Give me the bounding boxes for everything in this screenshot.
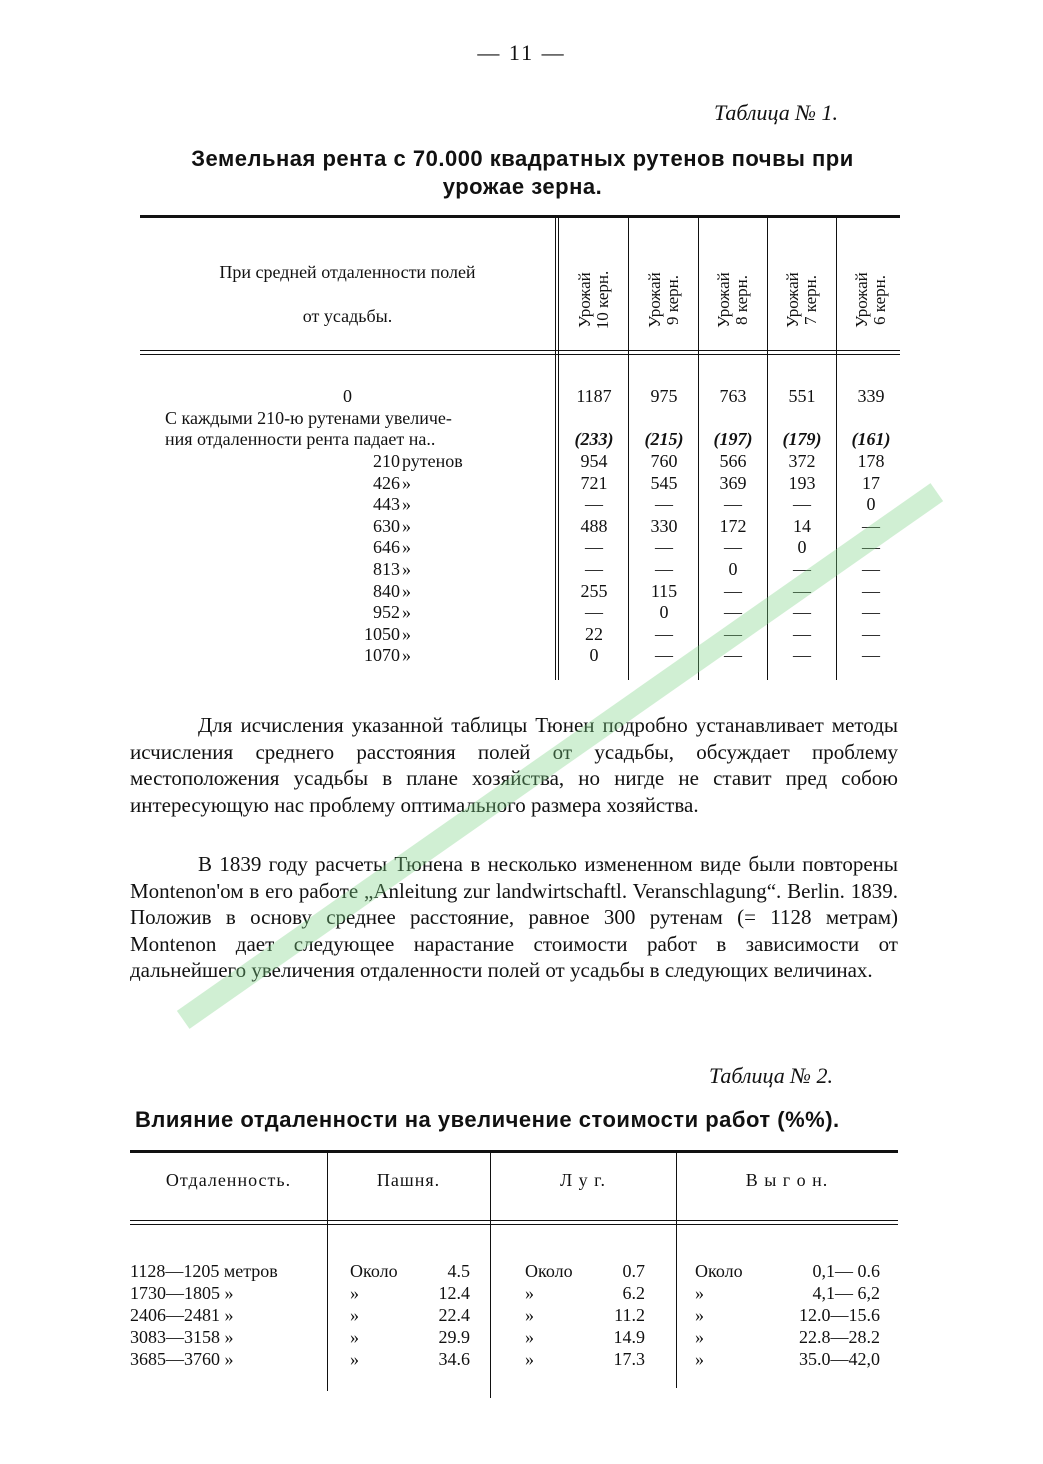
table1-title <box>150 145 895 201</box>
table2-cell: » <box>350 1283 359 1303</box>
table2-cell: 34.6 <box>438 1349 470 1369</box>
table1-row-unit: » <box>402 494 411 515</box>
table2-cell: Около <box>350 1261 398 1281</box>
table1-row-distance: 646 <box>373 537 400 558</box>
table2-cell: » <box>525 1305 534 1325</box>
table2 <box>130 1150 898 1395</box>
table2-cell: 29.9 <box>438 1327 470 1347</box>
table1-row-distance: 210 <box>373 451 400 471</box>
table2-header: В ы г о н. <box>745 1170 829 1190</box>
table1-cell: 14 <box>793 515 811 536</box>
page-number: — 11 — <box>477 40 566 65</box>
table2-title: Влияние отдаленности на увеличение стоимости работ (%%). <box>135 1107 840 1132</box>
table1-note-line2: ния отдаленности рента падает на.. <box>165 429 436 449</box>
table1-cell: 22 <box>585 623 603 644</box>
table1-title-line1: Земельная рента с 70.000 квадратных рутенов почвы при <box>191 146 854 171</box>
table1-cell: 954 <box>580 451 608 471</box>
table1-cell: 545 <box>650 472 678 493</box>
table2-cell: » <box>350 1305 359 1325</box>
table1-row-distance: 840 <box>373 580 400 601</box>
table1-row-distance: 1050 <box>364 623 400 644</box>
table2-cell: Около <box>525 1261 573 1281</box>
table1-note-line1: С каждыми 210-ю рутенами увеличе- <box>165 408 452 428</box>
table1-cell: — <box>724 537 742 558</box>
table1-cell: 255 <box>580 580 608 601</box>
table1-header-left <box>140 250 555 338</box>
table1-cell: 0 <box>728 559 738 579</box>
table1-cell: — <box>655 559 673 579</box>
table1-cell: 115 <box>650 580 678 601</box>
table1-row-distance: 952 <box>373 602 400 623</box>
table1-col-header: Урожай 10 керн. <box>575 270 612 330</box>
table1-cell: 551 <box>788 386 816 406</box>
table1-top-rule <box>140 215 900 218</box>
paragraph: В 1839 году расчеты Тюнена в несколько измененном виде были повторены Montenon'ом в его работе „Anleitung zur landwirtschaftl. Veranschlagung“. Berlin. 1839. Положив в основу среднее расстояние, равное 300 рутенам (= 1128 метрам) Montenon дает следующее нарастание стоимости работ в зависимости от дальнейшего увеличения отдаленности полей от усадьбы в следующих величинах. <box>130 852 898 982</box>
table1-decrement: (161) <box>851 429 891 449</box>
table1-row-unit: » <box>402 537 411 558</box>
table2-cell: 0,1— 0.6 <box>812 1261 880 1281</box>
table1-cell: 0 <box>797 537 807 558</box>
table1-cell: 760 <box>650 451 678 471</box>
table2-header: Отдаленность. <box>165 1170 292 1190</box>
table2-cell: » <box>350 1327 359 1347</box>
table1 <box>140 215 900 685</box>
table1-row-label: 0 <box>343 386 352 406</box>
table2-header-rule <box>130 1220 898 1225</box>
table2-cell: » <box>525 1283 534 1303</box>
table1-cell: — <box>724 602 742 623</box>
table1-row-distance: 813 <box>373 559 400 579</box>
table1-cell: 0 <box>659 602 669 623</box>
table1-cell: — <box>862 515 880 536</box>
table1-row-distance: 426 <box>373 472 400 493</box>
table1-col-header: Урожай 7 керн. <box>783 272 820 328</box>
table1-col-header: Урожай 8 керн. <box>714 272 751 328</box>
table1-cell: 178 <box>857 451 885 471</box>
table2-cell: 11.2 <box>614 1305 645 1325</box>
table1-row-unit: » <box>402 472 411 493</box>
table1-col-header: Урожай 6 керн. <box>852 272 889 328</box>
table2-cell: 0.7 <box>622 1261 645 1281</box>
table1-cell: — <box>862 559 880 579</box>
table1-cell: 721 <box>580 472 608 493</box>
table1-cell: 1187 <box>576 386 612 406</box>
table1-col-header: Урожай 9 керн. <box>645 272 682 328</box>
table2-cell: 6.2 <box>622 1283 645 1303</box>
table1-decrement: (179) <box>782 429 822 449</box>
table1-cell: — <box>655 645 673 666</box>
table1-row-unit: рутенов <box>402 451 463 471</box>
table1-cell: 763 <box>719 386 747 406</box>
table1-cell: — <box>585 559 603 579</box>
table2-cell: 2406—2481 » <box>130 1305 234 1325</box>
table2-cell: 1730—1805 » <box>130 1283 234 1303</box>
table2-cell: » <box>525 1327 534 1347</box>
table2-cell: » <box>695 1327 704 1347</box>
table1-cell: — <box>793 494 811 515</box>
table1-cell: — <box>862 602 880 623</box>
table1-header-left-line2: от усадьбы. <box>302 306 393 326</box>
table1-cell: — <box>793 623 811 644</box>
table2-cell: 12.4 <box>438 1283 470 1303</box>
table2-cell: 12.0—15.6 <box>799 1305 880 1325</box>
table1-row-unit: » <box>402 580 411 601</box>
table2-cell: Около <box>695 1261 743 1281</box>
table1-cell: — <box>724 645 742 666</box>
table1-cell: 0 <box>866 494 876 515</box>
table1-cell: — <box>862 645 880 666</box>
table1-cell: — <box>862 623 880 644</box>
table2-cell: 4,1— 6,2 <box>812 1283 880 1303</box>
table1-cell: 372 <box>788 451 816 471</box>
table1-cell: — <box>793 645 811 666</box>
table1-cell: — <box>585 494 603 515</box>
table1-cell: — <box>793 602 811 623</box>
table1-cell: — <box>862 537 880 558</box>
table1-cell: 0 <box>589 645 599 666</box>
table1-decrement: (233) <box>574 429 614 449</box>
table1-row-distance: 443 <box>373 494 400 515</box>
table1-cell: — <box>655 494 673 515</box>
table2-cell: 1128—1205 метров <box>130 1261 278 1281</box>
table1-cell: — <box>724 580 742 601</box>
table2-header: Пашня. <box>376 1170 441 1190</box>
table1-cell: — <box>655 623 673 644</box>
table2-top-rule <box>130 1150 898 1153</box>
table1-cell: 369 <box>719 472 747 493</box>
table1-cell: — <box>724 494 742 515</box>
table1-decrement: (197) <box>713 429 753 449</box>
table1-header-left-line1: При средней отдаленности полей <box>219 262 476 282</box>
table1-row-distance: 630 <box>373 515 400 536</box>
table1-cell: 975 <box>650 386 678 406</box>
table2-cell: » <box>350 1349 359 1369</box>
table1-row-unit: » <box>402 559 411 579</box>
table2-cell: » <box>525 1349 534 1369</box>
table2-cell: 22.4 <box>438 1305 470 1325</box>
table1-cell: — <box>793 580 811 601</box>
table2-cell: 4.5 <box>447 1261 470 1281</box>
table2-cell: 17.3 <box>613 1349 645 1369</box>
table1-row-unit: » <box>402 645 411 666</box>
table1-cell: — <box>724 623 742 644</box>
table1-row-unit: » <box>402 602 411 623</box>
table2-cell: » <box>695 1305 704 1325</box>
table1-cell: 566 <box>719 451 747 471</box>
table1-cell: — <box>793 559 811 579</box>
table1-cell: 17 <box>862 472 880 493</box>
table1-decrement: (215) <box>644 429 684 449</box>
table2-cell: » <box>695 1349 704 1369</box>
table1-row-unit: » <box>402 515 411 536</box>
table1-cell: 339 <box>857 386 885 406</box>
table1-cell: 330 <box>650 515 678 536</box>
table2-cell: 35.0—42,0 <box>799 1349 880 1369</box>
table1-cell: 488 <box>580 515 608 536</box>
table2-cell: 22.8—28.2 <box>799 1327 880 1347</box>
table2-cell: 14.9 <box>613 1327 645 1347</box>
table1-caption: Таблица № 1. <box>713 100 838 125</box>
table1-row-unit: » <box>402 623 411 644</box>
table2-header: Л у г. <box>559 1170 607 1190</box>
table1-cell: — <box>655 537 673 558</box>
table2-cell: 3685—3760 » <box>130 1349 234 1369</box>
table1-cell: — <box>585 537 603 558</box>
table1-cell: 193 <box>788 472 816 493</box>
table1-cell: — <box>862 580 880 601</box>
paragraph: Для исчисления указанной таблицы Тюнен подробно устанавливает методы исчисления среднего расстояния полей от усадьбы, обсуждает проблему местоположения усадьбы в плане хозяйства, но нигде не ставит пред собою интересующую нас проблему оптимального размера хозяйства. <box>130 713 898 817</box>
table1-cell: 172 <box>719 515 747 536</box>
table1-title-line2: урожае зерна. <box>442 174 603 199</box>
table2-caption: Таблица № 2. <box>708 1063 833 1088</box>
table1-cell: — <box>585 602 603 623</box>
table1-row-distance: 1070 <box>364 645 400 666</box>
table2-cell: » <box>695 1283 704 1303</box>
table2-cell: 3083—3158 » <box>130 1327 234 1347</box>
